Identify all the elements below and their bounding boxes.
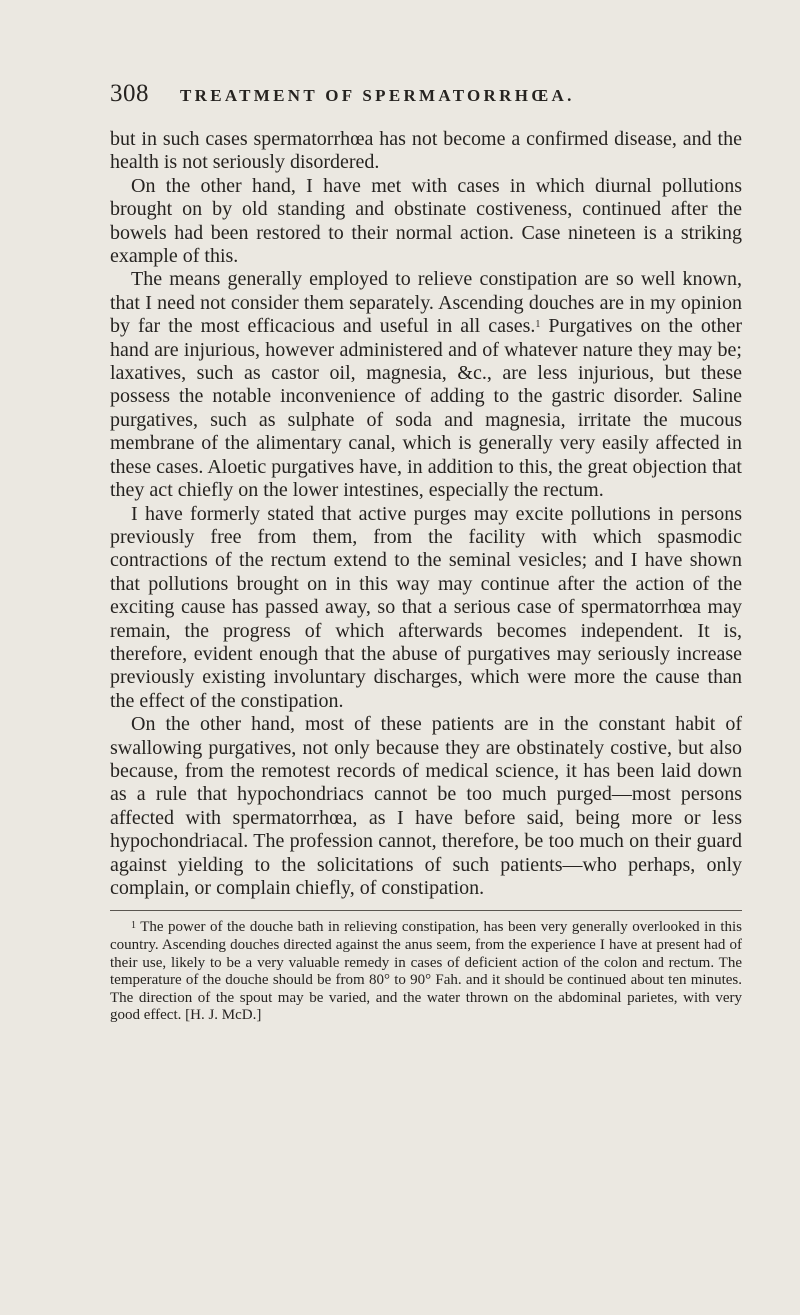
footnote (110, 919, 742, 1025)
running-head: TREATMENT OF SPERMATORRHŒA. (180, 86, 575, 105)
paragraph-swallowing-purgatives: On the other hand, most of these patients are in the constant habit of swallowing purgatives, not only because they are obstinately costive, but also because, from the remotest records of medical science, it has been laid down as a rule that hypochondriacs cannot be too much purged—most persons affected with spermatorrhœa, as I have before said, being more or less hypochondriacal. The profession cannot, therefore, be too much on their guard against yielding to the solicitations of such patients—who perhaps, only complain, or complain chiefly, of constipation. (110, 713, 742, 899)
page-header (110, 80, 742, 114)
paragraph-active-purges: I have formerly stated that active purges may excite pollutions in persons previously free from them, from the facility with which spasmodic contractions of the rectum extend to the seminal vesicles; and I have shown that pollutions brought on in this way may continue after the action of the exciting cause has passed away, so that a serious case of spermatorrhœa may remain, the progress of which afterwards becomes independent. It is, therefore, evident enough that the abuse of purgatives may seriously increase previously existing involuntary discharges, which were more the cause than the effect of the constipation. (110, 502, 742, 712)
footnote-reference: 1 (535, 319, 541, 331)
footnote-divider (110, 910, 742, 911)
footnote-text: The power of the douche bath in relieving constipation, has been very generally overlooked in this country. Ascending douches directed against the anus seem, from the experience I have at present had of their use, likely to be a very valuable remedy in cases of deficient action of the colon and rectum. The temperature of the douche should be from 80° to 90° Fah. and it should be continued about ten minutes. The direction of the spout may be varied, and the water thrown on the abdominal parietes, with very good effect. [H. J. McD.] (110, 919, 743, 1024)
paragraph-relieve-constipation (110, 268, 742, 502)
paragraph-purgatives-text: Purgatives on the other hand are injurious, however administered and of whatever nature they may be; laxatives, such as castor oil, magnesia, &c., are less injurious, but these possess the notable inconvenience of adding to the gastric disorder. Saline purgatives, such as sulphate of soda and magnesia, irritate the mucous membrane of the alimentary canal, which is generally very easily affected in these cases. Aloetic purgatives have, in addition to this, the great objection that they act chiefly on the lower intestines, especially the rectum. (110, 315, 742, 502)
paragraph-diurnal-pollutions: On the other hand, I have met with cases in which diurnal pollutions brought on by old standing and obstinate costiveness, continued after the bowels had been restored to their normal action. Case nineteen is a striking example of this. (110, 174, 742, 268)
paragraph-relieve-constipation-text: The means generally employed to relieve constipation are so well known, that I need not consider them separately. Ascending douches are in my opinion by far the most efficacious and useful in all cases. (110, 268, 742, 338)
paragraph-continued: but in such cases spermatorrhœa has not become a confirmed disease, and the health is not seriously disordered. (110, 128, 742, 174)
body-text (110, 128, 742, 900)
page-number: 308 (110, 80, 149, 107)
footnote-marker: 1 (131, 920, 136, 932)
